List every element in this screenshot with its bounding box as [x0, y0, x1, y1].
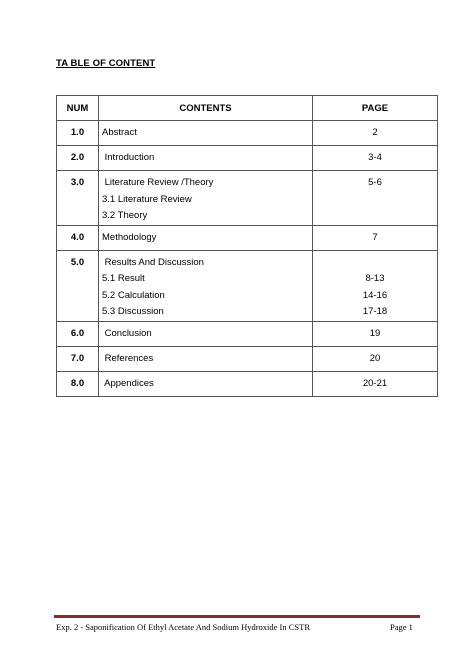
row-content: Appendices: [102, 377, 154, 389]
page-title: TA BLE OF CONTENT: [56, 58, 156, 69]
header-num: NUM: [57, 96, 99, 121]
row-page: 3-4: [368, 152, 382, 163]
row-content: Methodology: [102, 231, 157, 243]
row-content: Conclusion: [102, 327, 152, 339]
header-page: PAGE: [313, 96, 438, 121]
row-page: 17-18: [362, 306, 388, 317]
row-subitem: 5.2 Calculation: [102, 289, 165, 301]
row-content: Literature Review /Theory: [102, 177, 214, 188]
row-page: 14-16: [362, 289, 388, 301]
row-subitem: 5.3 Discussion: [102, 306, 164, 317]
footer-page-number: Page 1: [390, 622, 413, 632]
row-subitem: 5.1 Result: [102, 273, 145, 284]
row-page: 8-13: [365, 273, 385, 284]
footer-caption: Exp. 2 - Saponification Of Ethyl Acetate And Sodium Hydroxide In CSTR: [56, 622, 311, 632]
row-content: Abstract: [102, 127, 137, 138]
header-contents: CONTENTS: [99, 96, 313, 121]
row-page: 19: [369, 327, 381, 339]
row-content: References: [102, 352, 154, 364]
row-page: 7: [372, 231, 378, 243]
table-row: [57, 250, 438, 321]
row-page: 20-21: [362, 377, 388, 389]
table-row: [57, 371, 438, 396]
row-num: 8.0: [70, 377, 85, 389]
table-row: [57, 225, 438, 250]
row-content: Results And Discussion: [102, 256, 204, 268]
row-num: 5.0: [70, 256, 85, 268]
row-subitem: 3.2 Theory: [102, 210, 148, 221]
table-header-row: [57, 96, 438, 121]
row-page: [313, 255, 437, 272]
row-num: 7.0: [70, 352, 85, 364]
row-num: 4.0: [70, 231, 85, 243]
row-subitem: 3.1 Literature Review: [102, 193, 192, 205]
table-row: [57, 121, 438, 146]
table-row: [57, 346, 438, 371]
footer-divider: [54, 615, 420, 618]
row-content: Introduction: [102, 152, 155, 163]
row-num: 1.0: [70, 127, 85, 138]
row-num: 6.0: [70, 327, 85, 339]
toc-table: [56, 95, 438, 397]
table-row: [57, 171, 438, 226]
row-num: 2.0: [70, 152, 85, 163]
row-page: 5-6: [368, 177, 382, 188]
row-num: 3.0: [70, 177, 85, 188]
row-page: 2: [372, 127, 378, 138]
row-page: 20: [369, 352, 381, 364]
table-row: [57, 146, 438, 171]
table-row: [57, 321, 438, 346]
